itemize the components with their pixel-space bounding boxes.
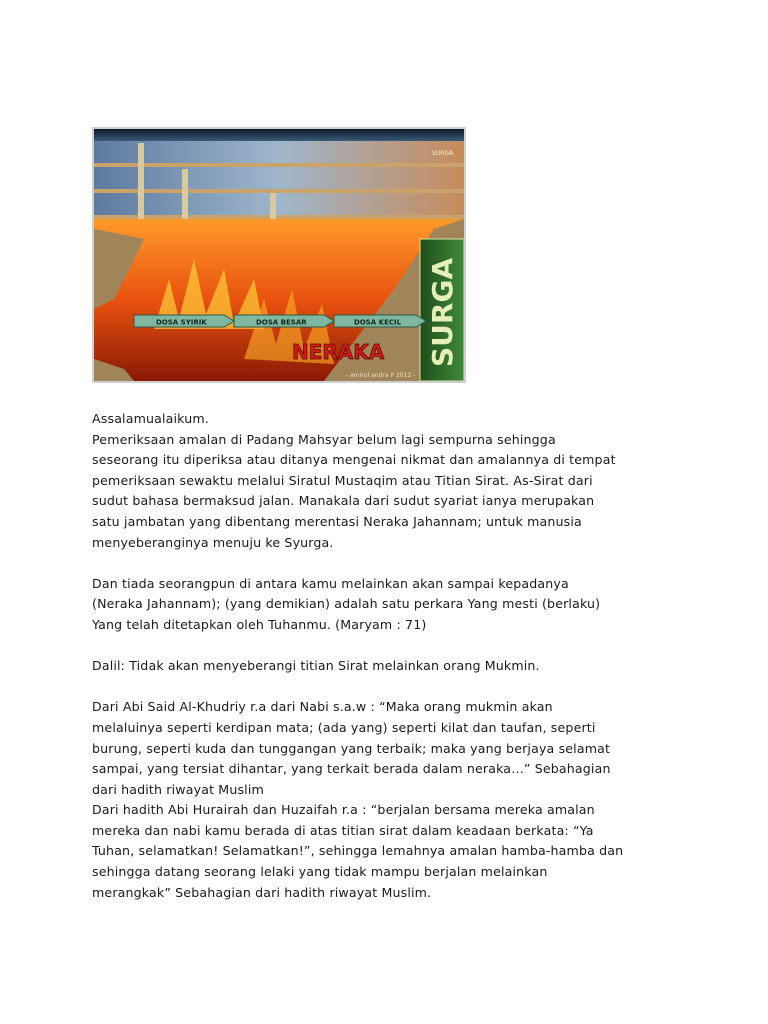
label-dosa-besar: DOSA BESAR bbox=[256, 318, 307, 327]
sirat-illustration bbox=[92, 127, 466, 383]
bridge-band-3 bbox=[94, 193, 464, 215]
article-body bbox=[92, 409, 692, 903]
pillar bbox=[182, 169, 188, 219]
bridge-band-2 bbox=[94, 167, 464, 189]
sky-strip bbox=[94, 129, 464, 141]
paragraph-quran-verse: Dan tiada seorangpun di antara kamu melainkan akan sampai kepadanya (Neraka Jahannam); (yang demikian) adalah satu perkara Yang mesti (berlaku) Yang telah ditetapkan oleh Tuhanmu. (Maryam : 71) bbox=[92, 575, 601, 632]
paragraph-sirat-definition: Pemeriksaan amalan di Padang Mahsyar belum lagi sempurna sehingga seseorang itu diperiksa atau ditanya mengenai nikmat dan amalannya di tempat pemeriksaan sewaktu melalui Siratul Mustaqim atau Titian Sirat. As-Sirat dari sudut bahasa bermaksud jalan. Manakala dari sudut syariat ianya merupakan satu jambatan yang dibentang merentasi Neraka Jahannam; untuk manusia menyeberanginya menuju ke Syurga. bbox=[92, 431, 616, 550]
sirat-illustration-graphic bbox=[94, 129, 464, 381]
label-dosa-syirik: DOSA SYIRIK bbox=[156, 318, 207, 327]
illustration-credit: - amirul andra P 2012 - bbox=[346, 372, 416, 379]
label-surga-small: SURGA bbox=[432, 150, 454, 157]
bridge-band-1 bbox=[94, 141, 464, 163]
paragraph-hadith-abi-hurairah: Dari hadith Abi Hurairah dan Huzaifah r.a : “berjalan bersama mereka amalan mereka dan nabi kamu berada di atas titian sirat dalam keadaan berkata: “Ya Tuhan, selamatkan! Selamatkan!”, sehingga lemahnya amalan hamba-hamba dan sehingga datang seorang lelaki yang tidak mampu berjalan melainkan merangkak” Sebahagian dari hadith riwayat Muslim. bbox=[92, 802, 624, 900]
label-surga: SURGA bbox=[426, 257, 459, 367]
greeting: Assalamualaikum. bbox=[92, 411, 209, 426]
paragraph-dalil: Dalil: Tidak akan menyeberangi titian Sirat melainkan orang Mukmin. bbox=[92, 658, 540, 674]
label-neraka: NERAKA bbox=[292, 340, 385, 364]
paragraph-hadith-abi-said: Dari Abi Said Al-Khudriy r.a dari Nabi s.a.w : “Maka orang mukmin akan melaluinya seperti kerdipan mata; (ada yang) seperti kilat dan taufan, seperti burung, seperti kuda dan tunggangan yang terbaik; maka yang berjaya selamat sampai, yang tersiat dihantar, yang terkait berada dalam neraka…” Sebahagian dari hadith riwayat Muslim bbox=[92, 699, 611, 797]
label-dosa-kecil: DOSA KECIL bbox=[354, 318, 402, 327]
